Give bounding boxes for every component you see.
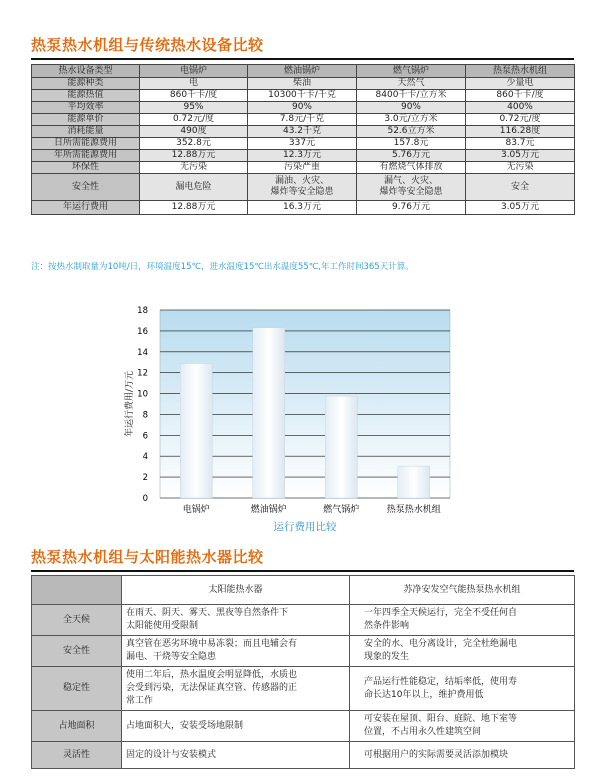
table-cell: 0.72元/度 <box>140 114 248 126</box>
y-axis-label: 年运行费用/万元 <box>125 370 135 438</box>
comparison-table-2 <box>31 575 575 769</box>
corner-cell <box>32 576 122 605</box>
footnote: 注：按热水制取量为10吨/日，环境温度15℃，进水温度15℃出水温度55℃,年工作时间365天计算。 <box>31 262 414 272</box>
table-cell: 产品运行性能稳定，结垢率低，使用寿 命长达10年以上，维护费用低 <box>350 667 575 711</box>
row-label: 全天候 <box>32 605 122 636</box>
y-tick-label: 14 <box>137 347 148 358</box>
bar-1 <box>253 328 285 498</box>
table-cell: 漏油、火灾、 爆炸等安全隐患 <box>248 174 357 201</box>
table-row <box>32 605 575 636</box>
row-label: 能源单价 <box>32 114 140 126</box>
row-label: 稳定性 <box>32 667 122 711</box>
y-tick-label: 4 <box>142 452 148 463</box>
table-cell: 漏电危险 <box>140 174 248 201</box>
table-row <box>32 78 575 90</box>
table-row <box>32 174 575 201</box>
table-row <box>32 126 575 138</box>
table-row <box>32 162 575 174</box>
table-cell: 7.8元/千克 <box>248 114 357 126</box>
table-row <box>32 201 575 215</box>
header-cell: 太阳能热水器 <box>122 576 350 605</box>
header-cell: 电锅炉 <box>140 65 248 78</box>
table-cell: 无污染 <box>466 162 575 174</box>
table-cell: 0.72元/度 <box>466 114 575 126</box>
table-cell: 无污染 <box>140 162 248 174</box>
table-cell: 5.76万元 <box>357 150 466 162</box>
table-cell: 可根据用户的实际需要灵活添加模块 <box>350 742 575 769</box>
bar-3 <box>398 466 430 498</box>
y-tick-label: 18 <box>137 306 148 316</box>
row-label: 能源热值 <box>32 90 140 102</box>
row-label: 灵活性 <box>32 742 122 769</box>
table-cell: 安全 <box>466 174 575 201</box>
section1-rule <box>31 58 574 60</box>
section2-rule <box>31 570 574 572</box>
table-cell: 16.3万元 <box>248 201 357 215</box>
cost-bar-chart <box>120 300 460 535</box>
table-cell: 少量电 <box>466 78 575 90</box>
header-cell: 燃气锅炉 <box>357 65 466 78</box>
table-cell: 12.88万元 <box>140 201 248 215</box>
row-label: 安全性 <box>32 174 140 201</box>
table-cell: 337元 <box>248 138 357 150</box>
table-cell: 860千卡/度 <box>140 90 248 102</box>
table-cell: 漏气、火灾、 爆炸等安全隐患 <box>357 174 466 201</box>
table-cell: 安全的水、电分离设计，完全杜绝漏电 现象的发生 <box>350 636 575 667</box>
bar-0 <box>180 363 212 498</box>
table-cell: 一年四季全天候运行，完全不受任何自 然条件影响 <box>350 605 575 636</box>
table-row <box>32 636 575 667</box>
x-tick-label: 热泵热水机组 <box>386 505 441 515</box>
table-cell: 污染严重 <box>248 162 357 174</box>
x-tick-label: 燃气锅炉 <box>323 505 360 515</box>
table-cell: 157.8元 <box>357 138 466 150</box>
table-row <box>32 150 575 162</box>
y-tick-label: 6 <box>142 431 148 442</box>
section2-title: 热泵热水机组与太阳能热水器比较 <box>31 548 264 566</box>
table-cell: 95% <box>140 102 248 114</box>
table-cell: 90% <box>248 102 357 114</box>
table-cell: 490度 <box>140 126 248 138</box>
table-cell: 使用二年后，热水温度会明显降低，水质也 会受到污染，无法保证真空管、传感器的正 常工作 <box>122 667 350 711</box>
x-axis-label: 运行费用比较 <box>273 521 337 533</box>
header-cell: 燃油锅炉 <box>248 65 357 78</box>
y-tick-label: 16 <box>137 326 148 337</box>
table-cell: 116.28度 <box>466 126 575 138</box>
table-cell: 占地面积大，安装受场地限制 <box>122 711 350 742</box>
table-cell: 可安装在屋顶、阳台、庭院、地下室等 位置，不占用永久性建筑空间 <box>350 711 575 742</box>
table-cell: 8400千卡/立方米 <box>357 90 466 102</box>
table-cell: 有燃烧气体排放 <box>357 162 466 174</box>
bar-2 <box>325 396 357 498</box>
row-label: 日所需能源费用 <box>32 138 140 150</box>
table-cell: 3.0元/立方米 <box>357 114 466 126</box>
table-row <box>32 114 575 126</box>
table-row <box>32 742 575 769</box>
table-cell: 天然气 <box>357 78 466 90</box>
table-cell: 90% <box>357 102 466 114</box>
row-label: 占地面积 <box>32 711 122 742</box>
table-row <box>32 138 575 150</box>
table-cell: 12.88万元 <box>140 150 248 162</box>
header-cell: 热水设备类型 <box>32 65 140 78</box>
row-label: 能源种类 <box>32 78 140 90</box>
table-cell: 43.2千克 <box>248 126 357 138</box>
table-cell: 12.3万元 <box>248 150 357 162</box>
row-label: 年所需能源费用 <box>32 150 140 162</box>
table-cell: 在雨天、阴天、雾天、黑夜等自然条件下 太阳能使用受限制 <box>122 605 350 636</box>
table-row <box>32 667 575 711</box>
section1-title: 热泵热水机组与传统热水设备比较 <box>31 36 264 54</box>
table-row <box>32 711 575 742</box>
row-label: 消耗能量 <box>32 126 140 138</box>
table-cell: 电 <box>140 78 248 90</box>
table-cell: 10300千卡/千克 <box>248 90 357 102</box>
x-tick-label: 燃油锅炉 <box>250 505 287 515</box>
y-tick-label: 0 <box>142 494 148 504</box>
y-tick-label: 12 <box>137 368 148 379</box>
table-cell: 52.6立方米 <box>357 126 466 138</box>
row-label: 平均效率 <box>32 102 140 114</box>
table-cell: 3.05万元 <box>466 150 575 162</box>
header-cell: 苏净安发空气能热泵热水机组 <box>350 576 575 605</box>
x-tick-label: 电锅炉 <box>182 505 210 515</box>
table-cell: 9.76万元 <box>357 201 466 215</box>
table-cell: 400% <box>466 102 575 114</box>
table-row <box>32 90 575 102</box>
table-row <box>32 102 575 114</box>
row-label: 年运行费用 <box>32 201 140 215</box>
table-cell: 固定的设计与安装模式 <box>122 742 350 769</box>
y-tick-label: 2 <box>142 473 148 484</box>
table-cell: 3.05万元 <box>466 201 575 215</box>
table-cell: 柴油 <box>248 78 357 90</box>
table-cell: 真空管在恶劣环境中易冻裂；而且电辅会有 漏电、干烧等安全隐患 <box>122 636 350 667</box>
table-cell: 352.8元 <box>140 138 248 150</box>
header-cell: 热泵热水机组 <box>466 65 575 78</box>
table-cell: 860千卡/度 <box>466 90 575 102</box>
table-cell: 83.7元 <box>466 138 575 150</box>
row-label: 安全性 <box>32 636 122 667</box>
y-tick-label: 10 <box>137 389 148 400</box>
comparison-table-1 <box>31 64 575 215</box>
y-tick-label: 8 <box>142 410 148 421</box>
row-label: 环保性 <box>32 162 140 174</box>
